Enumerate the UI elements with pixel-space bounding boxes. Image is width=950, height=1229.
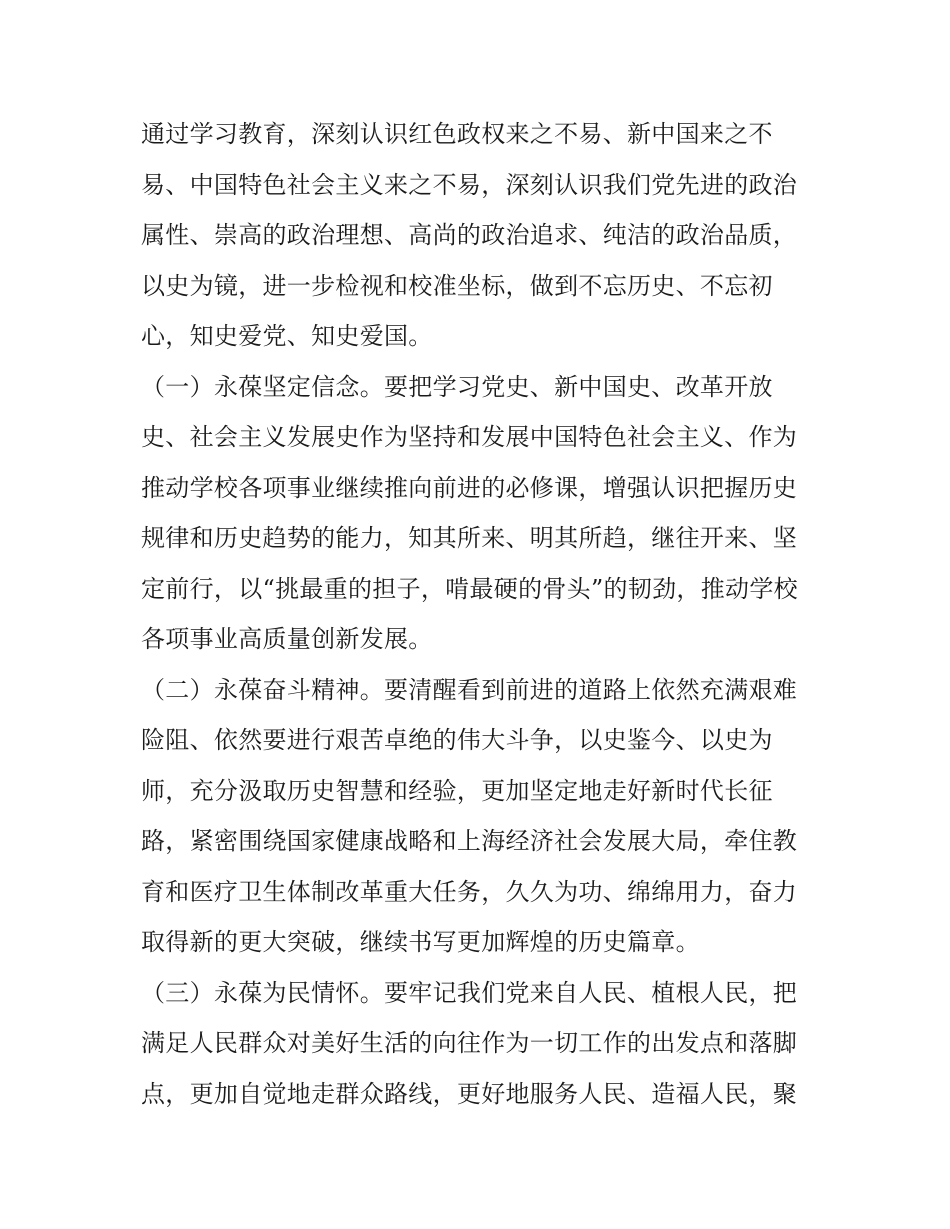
text-line: 险阻、依然要进行艰苦卓绝的伟大斗争，以史鉴今、以史为 bbox=[141, 726, 773, 754]
text-line: 属性、崇高的政治理想、高尚的政治追求、纯洁的政治品质， bbox=[141, 221, 798, 249]
text-line: 定前行，以“挑最重的担子，啃最硬的骨头”的韧劲，推动学校 bbox=[141, 574, 798, 603]
text-line: 易、中国特色社会主义来之不易，深刻认识我们党先进的政治 bbox=[141, 170, 798, 199]
section-heading-line: （一）永葆坚定信念。要把学习党史、新中国史、改革开放 bbox=[141, 372, 773, 401]
text-line: 取得新的更大突破，继续书写更加辉煌的历史篇章。 bbox=[141, 928, 700, 956]
text-line: 点，更加自觉地走群众路线，更好地服务人民、造福人民，聚 bbox=[141, 1079, 798, 1108]
text-line: 师，充分汲取历史智慧和经验，更加坚定地走好新时代长征 bbox=[141, 776, 773, 805]
text-line: 规律和历史趋势的能力，知其所来、明其所趋，继往开来、坚 bbox=[141, 524, 798, 552]
text-line: 各项事业高质量创新发展。 bbox=[141, 625, 433, 653]
text-line: 育和医疗卫生体制改革重大任务，久久为功、绵绵用力，奋力 bbox=[141, 877, 798, 906]
document-body bbox=[141, 109, 821, 1119]
text-line: 心，知史爱党、知史爱国。 bbox=[141, 322, 433, 350]
section-heading-line: （三）永葆为民情怀。要牢记我们党来自人民、植根人民，把 bbox=[141, 978, 798, 1007]
text-line: 通过学习教育，深刻认识红色政权来之不易、新中国来之不 bbox=[141, 120, 773, 148]
text-line: 史、社会主义发展史作为坚持和发展中国特色社会主义、作为 bbox=[141, 423, 798, 451]
text-line: 以史为镜，进一步检视和校准坐标，做到不忘历史、不忘初 bbox=[141, 271, 773, 300]
section-heading-line: （二）永葆奋斗精神。要清醒看到前进的道路上依然充满艰难 bbox=[141, 675, 798, 704]
text-line: 路，紧密围绕国家健康战略和上海经济社会发展大局，牵住教 bbox=[141, 827, 798, 855]
text-line: 推动学校各项事业继续推向前进的必修课，增强认识把握历史 bbox=[141, 473, 798, 502]
text-line: 满足人民群众对美好生活的向往作为一切工作的出发点和落脚 bbox=[141, 1029, 798, 1057]
